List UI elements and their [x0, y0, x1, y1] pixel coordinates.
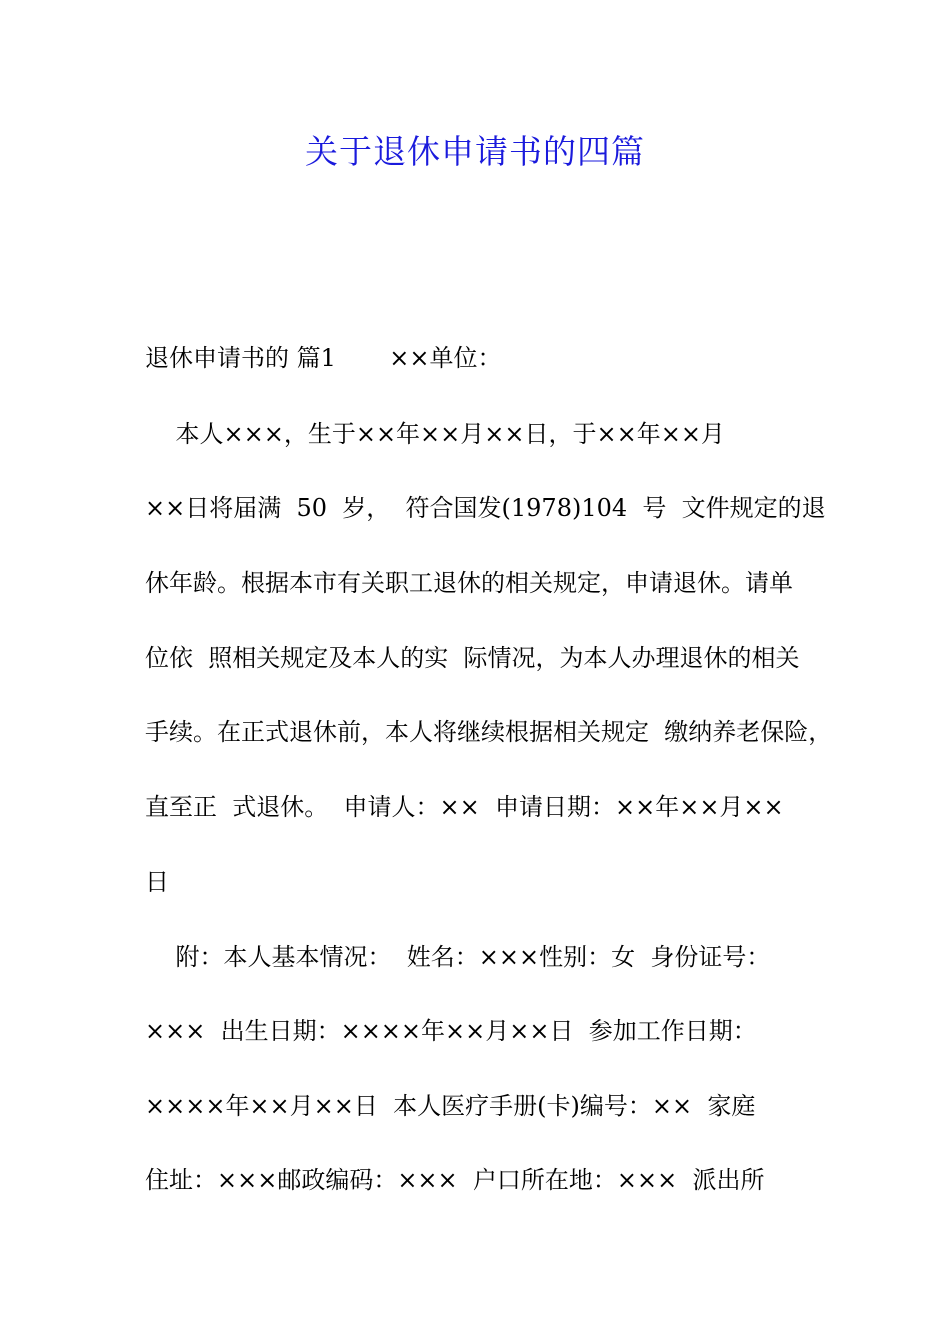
body-line-8: 日	[145, 868, 169, 896]
body-line-7: 直至正 式退休。 申请人：×× 申请日期：××年××月××	[145, 793, 784, 821]
body-line-1: 退休申请书的 篇1 ××单位：	[145, 344, 502, 372]
body-line-3: ××日将届满 50 岁， 符合国发(1978)104 号 文件规定的退	[145, 494, 826, 522]
body-line-11: ××××年××月××日 本人医疗手册(卡)编号：×× 家庭	[145, 1092, 756, 1120]
body-line-10: ××× 出生日期：××××年××月××日 参加工作日期：	[145, 1017, 757, 1045]
body-line-6: 手续。在正式退休前，本人将继续根据相关规定 缴纳养老保险，	[145, 718, 833, 746]
body-line-2: 本人×××，生于××年××月××日，于××年××月	[145, 420, 725, 448]
body-line-12: 住址：×××邮政编码：××× 户口所在地：××× 派出所	[145, 1166, 765, 1194]
body-line-9: 附：本人基本情况： 姓名：×××性别：女 身份证号：	[145, 943, 771, 971]
body-line-4: 休年龄。根据本市有关职工退休的相关规定，申请退休。请单	[145, 569, 793, 597]
document-title: 关于退休申请书的四篇	[305, 132, 645, 171]
body-line-5: 位依 照相关规定及本人的实 际情况，为本人办理退休的相关	[145, 644, 800, 672]
